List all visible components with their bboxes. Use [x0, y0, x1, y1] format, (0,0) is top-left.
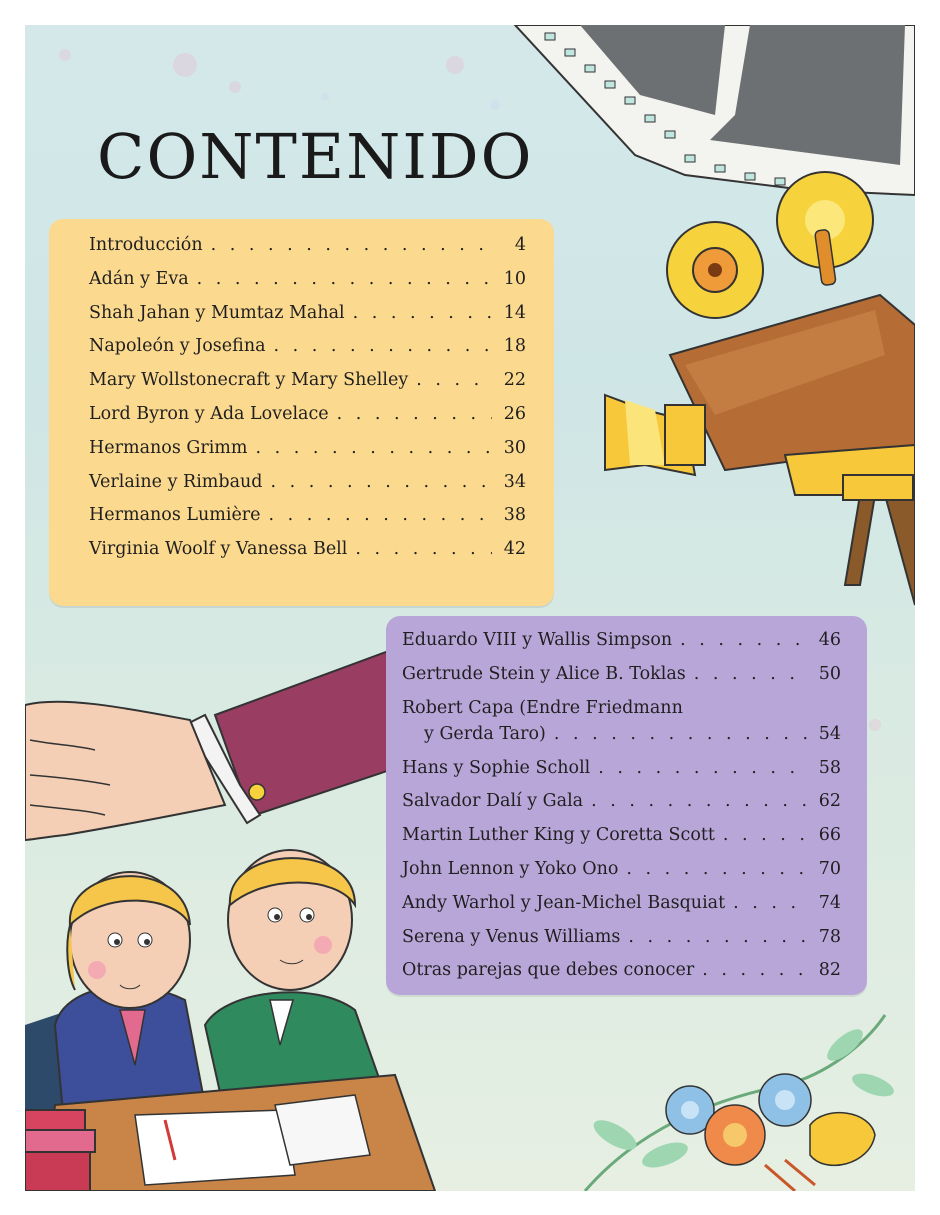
dot-leader: [355, 539, 492, 559]
toc-entry-title: Virginia Woolf y Vanessa Bell: [89, 539, 348, 560]
toc-entry-page: 18: [503, 336, 526, 357]
toc-entry-page: 42: [503, 539, 526, 560]
toc-entry-page: 30: [503, 437, 526, 458]
contents-panel-purple: [386, 616, 867, 995]
dot-leader: [694, 664, 807, 684]
contents-list-part1: [89, 235, 526, 573]
dot-leader: [733, 893, 807, 913]
toc-entry-page: 66: [818, 825, 841, 846]
toc-entry[interactable]: [402, 927, 841, 961]
toc-entry-page: 26: [503, 403, 526, 424]
toc-entry-page: 14: [503, 302, 526, 323]
dot-leader: [598, 758, 807, 778]
toc-entry[interactable]: [402, 630, 841, 664]
book-page: [25, 25, 915, 1191]
dot-leader: [628, 927, 807, 947]
flowers-icon: [585, 1015, 897, 1191]
toc-entry-title: Verlaine y Rimbaud: [89, 471, 263, 492]
toc-entry-title: Eduardo VIII y Wallis Simpson: [402, 630, 673, 650]
dot-leader: [591, 791, 807, 811]
toc-entry-page: 70: [818, 858, 841, 879]
toc-entry[interactable]: [402, 698, 841, 758]
dot-leader: [271, 472, 493, 492]
toc-entry[interactable]: [89, 235, 526, 269]
toc-entry[interactable]: [89, 404, 526, 438]
dot-leader: [353, 303, 492, 323]
toc-entry-title: Lord Byron y Ada Lovelace: [89, 403, 329, 424]
toc-entry-title: Martin Luther King y Coretta Scott: [402, 825, 715, 846]
illustration-layer: [25, 25, 915, 1191]
toc-entry[interactable]: [402, 791, 841, 825]
dot-leader: [269, 505, 492, 525]
toc-entry[interactable]: [89, 539, 526, 573]
toc-entry[interactable]: [402, 664, 841, 698]
dot-leader: [723, 825, 807, 845]
film-strip-icon: [515, 25, 915, 195]
page-title: CONTENIDO: [97, 120, 534, 193]
toc-entry[interactable]: [402, 893, 841, 927]
dot-leader: [416, 370, 492, 390]
toc-entry-title: Napoleón y Josefina: [89, 336, 266, 357]
toc-entry[interactable]: [89, 303, 526, 337]
toc-entry[interactable]: [402, 758, 841, 792]
dot-leader: [554, 724, 807, 744]
toc-entry[interactable]: [89, 472, 526, 506]
dot-leader: [626, 859, 807, 879]
contents-panel-yellow: [49, 219, 554, 606]
toc-entry-page: 34: [503, 471, 526, 492]
toc-entry-title: John Lennon y Yoko Ono: [402, 858, 619, 879]
dot-leader: [274, 336, 492, 356]
toc-entry[interactable]: [89, 269, 526, 303]
toc-entry-page: 54: [818, 723, 841, 744]
books-icon: [25, 1110, 95, 1191]
toc-entry-page: 4: [514, 235, 526, 255]
toc-entry-page: 50: [818, 663, 841, 684]
dot-leader: [702, 960, 807, 980]
toc-entry-page: 58: [818, 757, 841, 778]
toc-entry[interactable]: [402, 960, 841, 994]
toc-entry-title: Salvador Dalí y Gala: [402, 791, 584, 812]
contents-list-part2: [402, 630, 841, 994]
toc-entry-title-line2: y Gerda Taro): [424, 723, 546, 744]
dot-leader: [256, 438, 493, 458]
dot-leader: [197, 269, 492, 289]
toc-entry-page: 62: [818, 791, 841, 812]
toc-entry-title: Adán y Eva: [89, 268, 189, 289]
dot-leader: [211, 235, 492, 255]
toc-entry[interactable]: [89, 336, 526, 370]
toc-entry-page: 46: [818, 630, 841, 650]
toc-entry-title: Hermanos Lumière: [89, 505, 261, 526]
toc-entry-continuation: [402, 724, 841, 744]
dot-leader: [337, 404, 492, 424]
dot-leader: [680, 630, 807, 650]
toc-entry[interactable]: [89, 438, 526, 472]
toc-entry-title: Hans y Sophie Scholl: [402, 757, 591, 778]
toc-entry-title: Serena y Venus Williams: [402, 926, 621, 947]
toc-entry-page: 78: [818, 926, 841, 947]
toc-entry-title: Gertrude Stein y Alice B. Toklas: [402, 663, 686, 684]
toc-entry-title: Mary Wollstonecraft y Mary Shelley: [89, 370, 409, 391]
toc-entry-page: 10: [503, 268, 526, 289]
toc-entry-page: 38: [503, 505, 526, 526]
toc-entry[interactable]: [89, 370, 526, 404]
toc-entry[interactable]: [402, 859, 841, 893]
toc-entry[interactable]: [89, 505, 526, 539]
toc-entry-title: Robert Capa (Endre Friedmann: [402, 697, 683, 718]
toc-entry-page: 74: [818, 892, 841, 913]
toc-entry[interactable]: [402, 825, 841, 859]
toc-entry-title: Shah Jahan y Mumtaz Mahal: [89, 302, 345, 323]
toc-entry-page: 82: [818, 960, 841, 981]
toc-entry-title: Andy Warhol y Jean-Michel Basquiat: [402, 892, 726, 913]
hand-sleeve-icon: [25, 645, 405, 840]
toc-entry-page: 22: [503, 370, 526, 391]
toc-entry-title: Hermanos Grimm: [89, 437, 248, 458]
movie-camera-icon: [605, 172, 915, 605]
toc-entry-title: Introducción: [89, 235, 203, 255]
toc-entry-title: Otras parejas que debes conocer: [402, 960, 695, 981]
